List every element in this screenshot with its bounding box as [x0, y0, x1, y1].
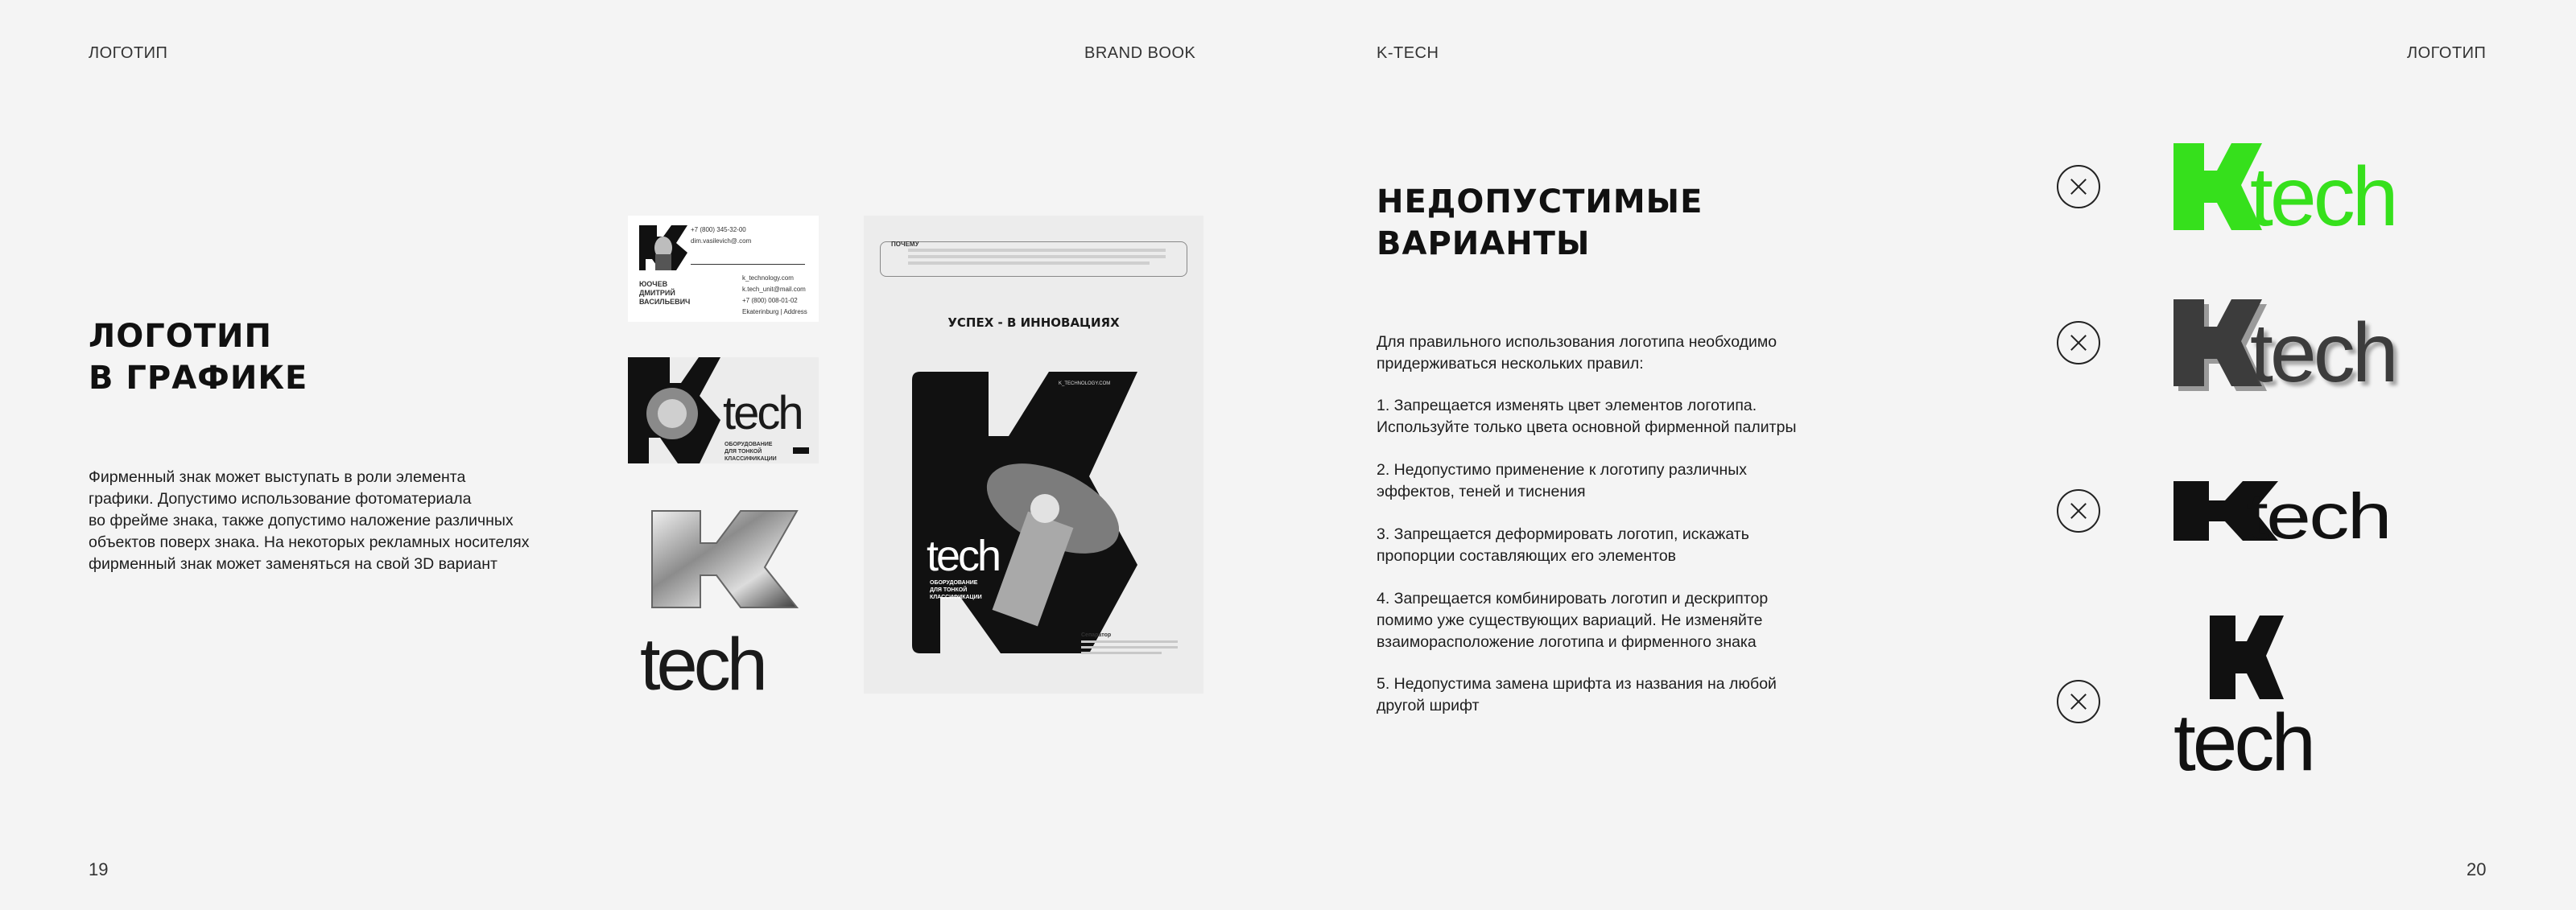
card-email: dim.vasilevich@.com [691, 237, 752, 245]
forbidden-icon [2057, 489, 2100, 533]
banner-card [628, 357, 819, 463]
card-name: ЮОЧЕВ ДМИТРИЙ ВАСИЛЬЕВИЧ [639, 280, 691, 306]
rule-item: 1. Запрещается изменять цвет элементов логотипа. Используйте только цвета основной фирменной палитры [1377, 397, 1797, 436]
logo-word-shadow: tech [2250, 307, 2396, 400]
k-mark-green-icon [2174, 143, 2262, 230]
forbidden-icon [2057, 165, 2100, 208]
section-label: ЛОГОТИП [89, 44, 168, 62]
poster-word: tech [927, 532, 1000, 580]
rule-item: 5. Недопустима замена шрифта из названия на любой другой шрифт [1377, 675, 1777, 714]
forbidden-icon [2057, 321, 2100, 364]
poster-footer-line [1081, 640, 1178, 643]
poster-text-line [908, 261, 1150, 265]
card-phone: +7 (800) 345-32-00 [691, 226, 746, 233]
rule-item: 2. Недопустимо применение к логотипу различных эффектов, теней и тиснения [1377, 461, 1748, 500]
business-card [628, 216, 819, 322]
poster-site: K_TECHNOLOGY.COM [1059, 381, 1111, 386]
rule-item: 3. Запрещается деформировать логотип, искажать пропорции составляющих его элементов [1377, 525, 1749, 565]
rule-item: 4. Запрещается комбинировать логотип и дескриптор помимо уже существующих вариаций. Не изменяйте взаиморасположение логотипа и фирменного знака [1377, 590, 1769, 651]
poster-text-line [908, 255, 1166, 258]
logo-word-stretched: tech [2246, 480, 2391, 552]
logo-3d-word: tech [640, 624, 764, 706]
card-contact: k.tech_unit@mail.com [742, 286, 806, 293]
page-title: ЛОГОТИП В ГРАФИКЕ [89, 318, 308, 397]
poster-text-line [908, 249, 1166, 252]
poster-footer-label: Сепаратор [1081, 632, 1112, 638]
k-mark-photo-icon [639, 225, 687, 270]
logo-word-stacked: tech [2174, 698, 2314, 788]
poster-footer-line [1081, 652, 1162, 654]
book-label: BRAND BOOK [1084, 44, 1196, 62]
card-contact: k_technology.com [742, 274, 794, 282]
section-label-right: ЛОГОТИП [2407, 44, 2487, 62]
card-contact: Ekaterinburg | Address [742, 308, 807, 315]
page-number: 19 [89, 859, 109, 879]
poster-footer-line [1081, 646, 1178, 649]
page-title-right: НЕДОПУСТИМЫЕ ВАРИАНТЫ [1377, 183, 1703, 262]
banner-word: tech [723, 387, 802, 439]
k-mark-stacked-icon [2210, 616, 2284, 699]
brand-label: K-TECH [1377, 44, 1439, 62]
k-mark-machine-icon [628, 357, 720, 463]
poster [864, 216, 1203, 694]
banner-caption: ОБОРУДОВАНИЕ ДЛЯ ТОНКОЙ КЛАССИФИКАЦИИ [724, 442, 777, 462]
banner-button-shape [793, 447, 809, 454]
page-number-right: 20 [2467, 859, 2487, 879]
poster-headline: УСПЕХ - В ИННОВАЦИЯХ [947, 315, 1120, 330]
logo-word-green: tech [2250, 150, 2396, 244]
k-mark-separator-icon [912, 372, 1154, 661]
card-contact: +7 (800) 008-01-02 [742, 297, 798, 304]
forbidden-icon [2057, 680, 2100, 723]
poster-label: ПОЧЕМУ [891, 241, 919, 248]
poster-text-box [880, 241, 1187, 277]
description: Фирменный знак может выступать в роли элемента графики. Допустимо использование фотоматериала во фрейме знака, также допустимо наложение различных объектов поверх знака. На некоторых рекламных носителях фирменный знак может заменяться на свой 3D вариант [89, 468, 530, 573]
card-divider [691, 264, 805, 265]
poster-caption: ОБОРУДОВАНИЕ ДЛЯ ТОНКОЙ КЛАССИФИКАЦИИ [930, 580, 982, 600]
rules-intro: Для правильного использования логотипа необходимо придерживаться нескольких правил: [1377, 333, 1777, 373]
